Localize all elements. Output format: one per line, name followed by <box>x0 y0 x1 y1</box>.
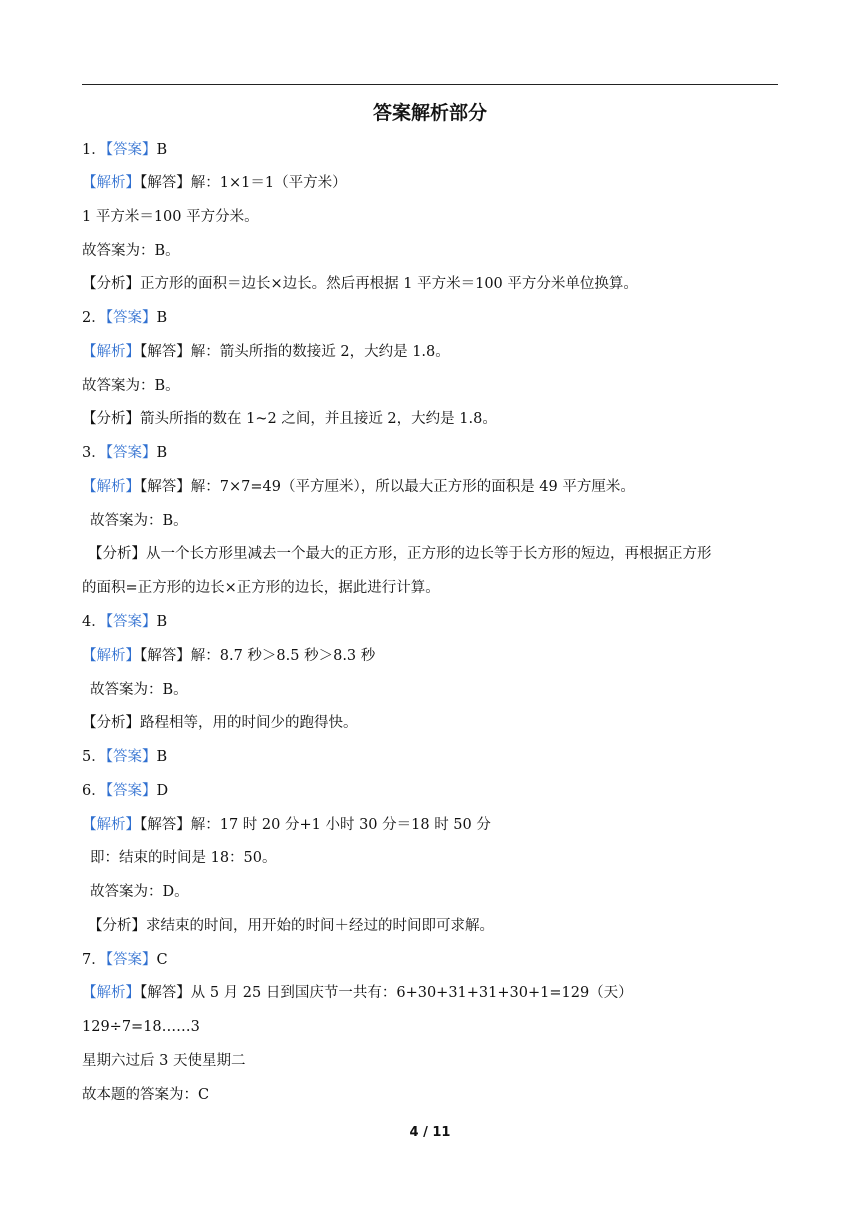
page-title: 答案解析部分 <box>372 102 487 124</box>
text-line: 星期六过后 3 天使星期二 <box>82 1053 246 1069</box>
text-line: 故答案为：B。 <box>90 513 188 529</box>
text-line: 故答案为：B。 <box>90 682 188 698</box>
solution-line-7: 【解析】【解答】从 5 月 25 日到国庆节一共有：6+30+31+31+30+1=129（天） <box>82 985 633 1001</box>
answer-line-7: 7．【答案】C <box>82 952 168 968</box>
text-line: 故答案为：B。 <box>82 378 180 394</box>
text-line: 即：结束的时间是 18：50。 <box>90 850 277 866</box>
text-line: 故本题的答案为：C <box>82 1087 210 1103</box>
text-line: 故答案为：B。 <box>82 243 180 259</box>
analysis-line-2: 【分析】箭头所指的数在 1~2 之间，并且接近 2，大约是 1.8。 <box>82 411 497 427</box>
answer-line-5: 5．【答案】B <box>82 749 168 765</box>
solution-line-6: 【解析】【解答】解：17 时 20 分+1 小时 30 分＝18 时 50 分 <box>82 817 491 833</box>
analysis-line-6: 【分析】求结束的时间，用开始的时间＋经过的时间即可求解。 <box>88 918 494 934</box>
solution-line-1: 【解析】【解答】解：1×1＝1（平方米） <box>82 175 347 191</box>
text-line: 故答案为：D。 <box>90 884 189 900</box>
analysis-line-4: 【分析】路程相等，用的时间少的跑得快。 <box>82 715 358 731</box>
header-rule <box>82 84 778 85</box>
solution-line-4: 【解析】【解答】解：8.7 秒＞8.5 秒＞8.3 秒 <box>82 648 376 664</box>
answer-line-3: 3．【答案】B <box>82 445 168 461</box>
analysis-line-3: 【分析】从一个长方形里减去一个最大的正方形，正方形的边长等于长方形的短边，再根据正方形 <box>88 546 712 562</box>
answer-line-4: 4．【答案】B <box>82 614 168 630</box>
answer-line-6: 6．【答案】D <box>82 783 169 799</box>
solution-line-3: 【解析】【解答】解：7×7=49（平方厘米），所以最大正方形的面积是 49 平方厘米。 <box>82 479 635 495</box>
text-line: 129÷7=18……3 <box>82 1019 200 1035</box>
text-line: 1 平方米＝100 平方分米。 <box>82 209 259 225</box>
answer-line-2: 2．【答案】B <box>82 310 168 326</box>
answer-line-1: 1．【答案】B <box>82 142 168 158</box>
analysis-line-3-cont: 的面积=正方形的边长×正方形的边长，据此进行计算。 <box>82 580 440 596</box>
page-number: 4 / 11 <box>409 1125 451 1140</box>
analysis-line-1: 【分析】正方形的面积＝边长×边长。然后再根据 1 平方米＝100 平方分米单位换算。 <box>82 276 638 292</box>
solution-line-2: 【解析】【解答】解：箭头所指的数接近 2，大约是 1.8。 <box>82 344 450 360</box>
